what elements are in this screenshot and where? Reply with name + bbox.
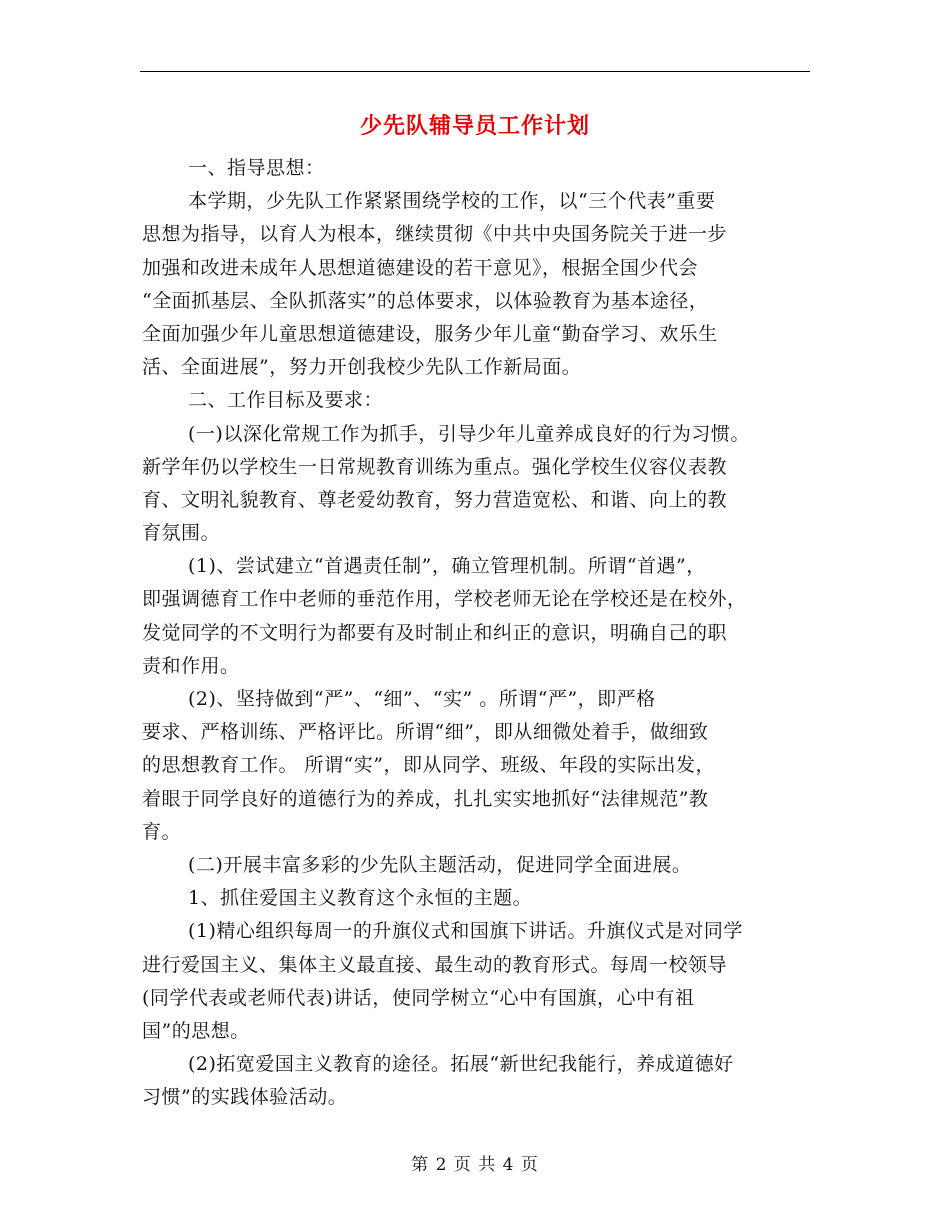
paragraph-line: 加强和改进未成年人思想道德建设的若干意见》，根据全国少代会 — [142, 256, 699, 279]
paragraph-line: 发觉同学的不文明行为都要有及时制止和纠正的意识，明确自己的职 — [142, 621, 728, 644]
paragraph-line: 育氛围。 — [142, 522, 221, 545]
paragraph-line: 1、抓住爱国主义教育这个永恒的主题。 — [188, 887, 533, 910]
paragraph-line: 的思想教育工作。 所谓“实”，即从同学、班级、年段的实际出发， — [142, 754, 715, 777]
paragraph-line: 本学期，少先队工作紧紧围绕学校的工作，以“三个代表”重要 — [188, 190, 716, 213]
paragraph-line: 即强调德育工作中老师的垂范作用，学校老师无论在学校还是在校外， — [142, 588, 747, 611]
paragraph-line: (2)拓宽爱国主义教育的途径。拓展“新世纪我能行，养成道德好 — [188, 1053, 734, 1076]
paragraph-line: 新学年仍以学校生一日常规教育训练为重点。强化学校生仪容仪表教 — [142, 455, 728, 478]
paragraph-line: (二)开展丰富多彩的少先队主题活动，促进同学全面进展。 — [188, 853, 692, 876]
document-body — [142, 152, 810, 1114]
paragraph-line: 全面加强少年儿童思想道德建设，服务少年儿童“勤奋学习、欢乐生 — [142, 322, 718, 345]
page-footer: 第 2 页 共 4 页 — [411, 1155, 539, 1175]
paragraph-line: 责和作用。 — [142, 654, 240, 677]
paragraph-line: 育。 — [142, 820, 182, 843]
section-heading: 一、指导思想： — [188, 157, 325, 179]
paragraph-line: 习惯”的实践体验活动。 — [142, 1086, 348, 1109]
paragraph-line: 活、全面进展”，努力开创我校少先队工作新局面。 — [142, 356, 582, 379]
paragraph-line: (1)、尝试建立“首遇责任制”，确立管理机制。所谓“首遇”， — [188, 555, 706, 578]
paragraph-line: 着眼于同学良好的道德行为的养成，扎扎实实地抓好“法律规范”教 — [142, 787, 709, 810]
paragraph-line: 国”的思想。 — [142, 1019, 250, 1042]
paragraph-line: (2)、坚持做到“严”、“细”、“实” 。所谓“严”，即严格 — [188, 688, 656, 710]
paragraph-line: 要求、严格训练、严格评比。所谓“细”，即从细微处着手，做细致 — [142, 721, 709, 744]
paragraph-line: (一)以深化常规工作为抓手，引导少年儿童养成良好的行为习惯。 — [188, 422, 750, 445]
paragraph-line: (1)精心组织每周一的升旗仪式和国旗下讲话。升旗仪式是对同学 — [188, 920, 743, 943]
paragraph-line: (同学代表或老师代表)讲话，使同学树立“心中有国旗，心中有祖 — [142, 986, 695, 1009]
paragraph-line: “全面抓基层、全队抓落实”的总体要求，以体验教育为基本途径， — [142, 289, 709, 312]
header-rule — [140, 71, 810, 72]
paragraph-line: 思想为指导，以育人为根本，继续贯彻《中共中央国务院关于进一步 — [142, 223, 728, 246]
paragraph-line: 育、文明礼貌教育、尊老爱幼教育，努力营造宽松、和谐、向上的教 — [142, 488, 728, 511]
paragraph-line: 进行爱国主义、集体主义最直接、最生动的教育形式。每周一校领导 — [142, 953, 728, 976]
page-title: 少先队辅导员工作计划 — [359, 113, 590, 139]
section-heading: 二、工作目标及要求： — [188, 389, 384, 412]
